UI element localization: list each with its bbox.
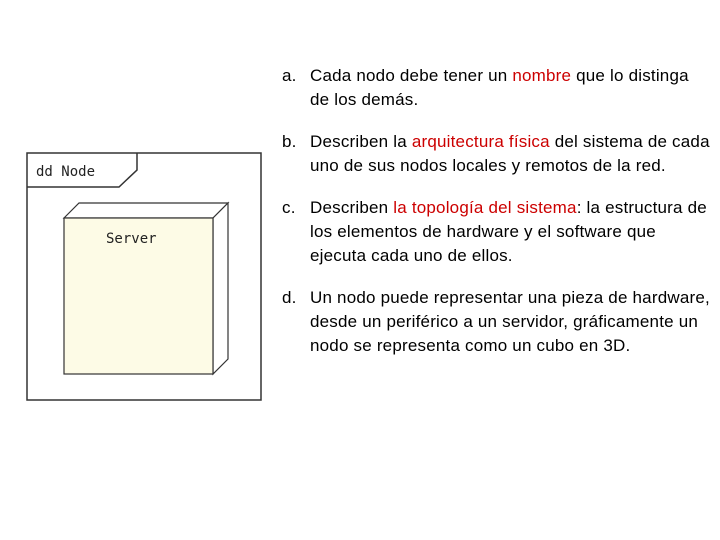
node-side-face bbox=[213, 203, 228, 374]
note-item bbox=[282, 196, 712, 268]
note-text: del sistema de cada uno de sus nodos locales y remotos de la red. bbox=[310, 132, 710, 175]
note-highlight: arquitectura física bbox=[411, 132, 550, 151]
note-letter: a. bbox=[282, 66, 297, 85]
node-top-face bbox=[64, 203, 228, 218]
note-text: Un nodo puede representar una pieza de hardware, desde un periférico a un servidor, gráficamente un nodo se representa como un cubo en 3D. bbox=[310, 288, 710, 355]
note-highlight: nombre bbox=[512, 66, 572, 85]
note-text: : la estructura de los elementos de hardware y el software que ejecuta cada uno de ellos. bbox=[310, 198, 707, 265]
note-item bbox=[282, 286, 712, 358]
note-highlight: la topología del sistema bbox=[393, 198, 577, 217]
note-text: Describen la bbox=[310, 132, 412, 151]
note-item bbox=[282, 64, 712, 112]
note-item bbox=[282, 130, 712, 178]
note-letter: c. bbox=[282, 198, 296, 217]
note-letter: b. bbox=[282, 132, 297, 151]
note-letter: d. bbox=[282, 288, 297, 307]
frame-label: dd Node bbox=[36, 164, 96, 180]
note-text: Cada nodo debe tener un bbox=[310, 66, 513, 85]
notes-list bbox=[282, 64, 712, 376]
node-label: Server bbox=[106, 231, 157, 247]
note-text: que lo distinga de los demás. bbox=[310, 66, 689, 109]
note-text: Describen bbox=[310, 198, 394, 217]
